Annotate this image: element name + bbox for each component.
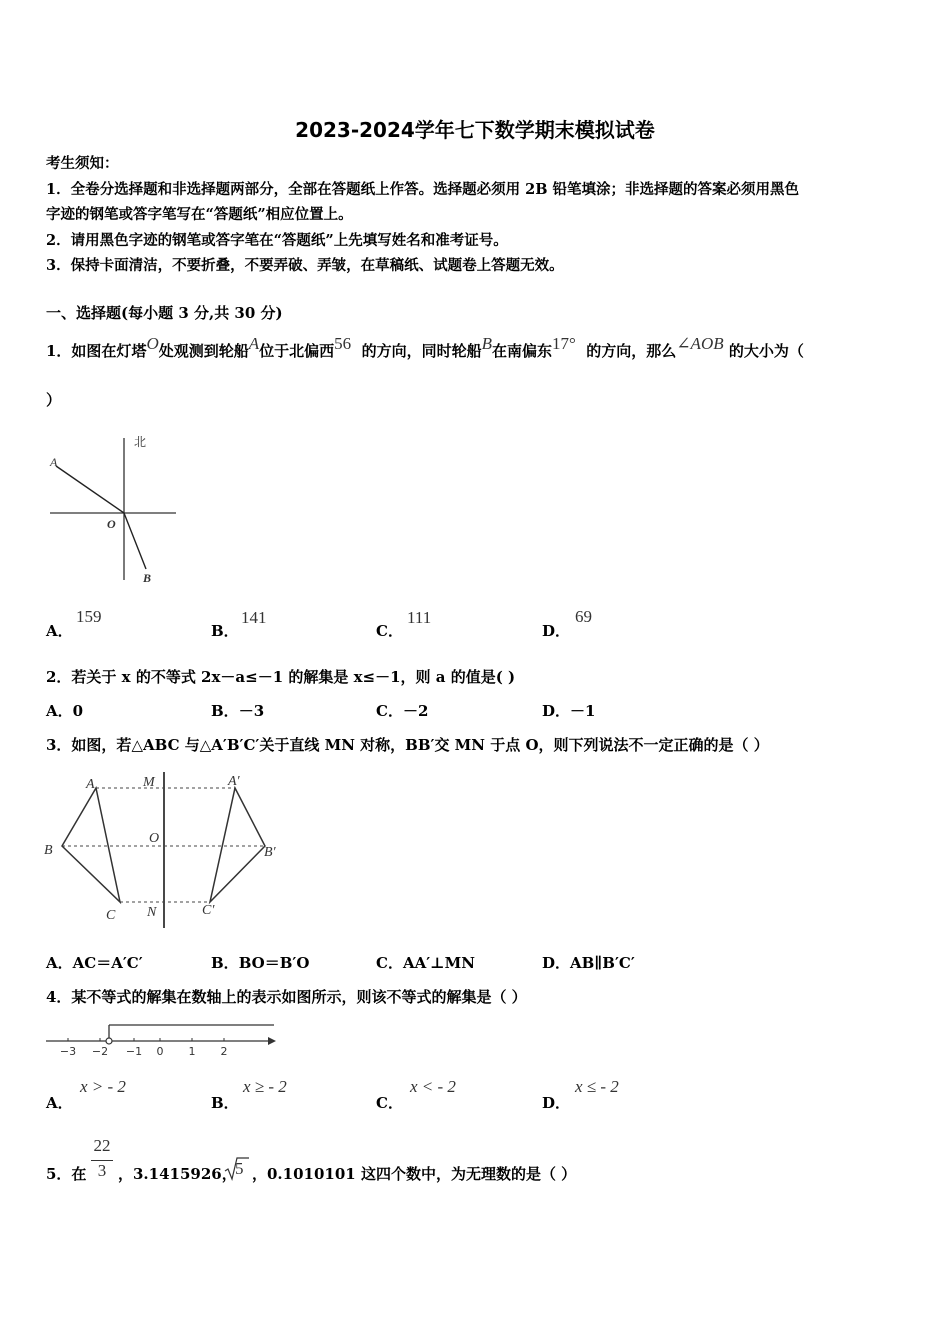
q2-option-a-label: A． bbox=[46, 702, 73, 720]
label-c-prime: C′ bbox=[202, 903, 215, 918]
q5-text-3: ，0.1010101 这四个数中，为无理数的是（ ） bbox=[252, 1165, 577, 1183]
q3-option-d-value: AB∥B′C′ bbox=[570, 954, 635, 972]
q3-option-b-value: BO＝B′O bbox=[238, 954, 310, 972]
label-m: M bbox=[143, 775, 155, 790]
q2-option-b bbox=[211, 700, 264, 721]
q4-option-a-label: A． bbox=[46, 1094, 73, 1112]
q5-text-2: ，3.1415926， bbox=[118, 1165, 237, 1183]
label-a: A bbox=[86, 777, 95, 792]
q1-option-b-value: 141 bbox=[241, 608, 267, 627]
section-heading: 一、选择题(每小题 3 分,共 30 分) bbox=[46, 304, 283, 322]
north-label: 北 bbox=[134, 435, 147, 449]
q3-option-b bbox=[211, 952, 309, 973]
axis-arrow bbox=[268, 1037, 276, 1045]
q4-option-a-value: x > - 2 bbox=[80, 1077, 126, 1096]
q1-stem bbox=[46, 334, 804, 361]
tick-label: −1 bbox=[125, 1045, 143, 1058]
notice-line-1b: 字迹的钢笔或答字笔写在“答题纸”相应位置上。 bbox=[46, 206, 353, 223]
q2-option-d bbox=[542, 700, 595, 721]
q3-option-b-label: B． bbox=[211, 954, 239, 972]
q2-option-b-value: －3 bbox=[238, 702, 265, 720]
q1-option-d-value: 69 bbox=[575, 607, 592, 626]
notice-heading: 考生须知： bbox=[46, 155, 119, 172]
q1-text-6: 的方向，那么 bbox=[586, 342, 677, 360]
q1-var-a: A bbox=[248, 334, 260, 353]
q3-option-d bbox=[542, 952, 635, 973]
q3-option-c bbox=[376, 952, 475, 973]
q3-option-d-label: D． bbox=[542, 954, 571, 972]
q1-var-b: B bbox=[481, 334, 493, 353]
q1-angle: ∠AOB bbox=[676, 334, 724, 353]
q2-option-d-value: －1 bbox=[570, 702, 596, 720]
q4-option-c-value: x < - 2 bbox=[410, 1077, 456, 1096]
q2-option-c-label: C． bbox=[376, 702, 403, 720]
label-b: B bbox=[143, 571, 152, 585]
notice-line-3: 3．保持卡面清洁，不要折叠，不要弄破、弄皱，在草稿纸、试题卷上答题无效。 bbox=[46, 257, 564, 274]
q1-option-d-label: D． bbox=[542, 622, 571, 640]
label-a-prime: A′ bbox=[228, 774, 240, 789]
q1-option-b-label: B． bbox=[211, 622, 239, 640]
q1-text-4: 的方向，同时轮船 bbox=[361, 342, 482, 360]
q1-option-c-label: C． bbox=[376, 622, 403, 640]
q1-text-5: 在南偏东 bbox=[492, 342, 553, 360]
q5-fraction-denominator: 3 bbox=[97, 1161, 107, 1180]
label-b-prime: B′ bbox=[264, 845, 276, 860]
q2-option-c bbox=[376, 700, 428, 721]
q4-number-line bbox=[44, 1020, 284, 1060]
label-c: C bbox=[106, 908, 116, 923]
q3-stem: 3．如图，若△ABC 与△A′B′C′关于直线 MN 对称，BB′交 MN 于点 O，则下列说法不一定正确的是（ ） bbox=[46, 736, 769, 754]
q2-option-d-label: D． bbox=[542, 702, 571, 720]
q1-degree-2: 17° bbox=[552, 334, 576, 353]
q1-var-o: O bbox=[146, 334, 159, 353]
page-title: 2023-2024学年七下数学期末模拟试卷 bbox=[295, 118, 655, 142]
q1-option-c-value: 111 bbox=[407, 608, 432, 627]
q5-fraction-numerator: 22 bbox=[93, 1136, 111, 1155]
q5-sqrt-radicand: 5 bbox=[235, 1159, 244, 1178]
q2-option-b-label: B． bbox=[211, 702, 239, 720]
open-circle bbox=[106, 1038, 112, 1044]
label-b: B bbox=[44, 843, 53, 858]
q2-option-a-value: 0 bbox=[72, 702, 84, 720]
label-o: O bbox=[107, 517, 116, 531]
triangle-abc bbox=[62, 788, 120, 902]
label-a: A bbox=[50, 455, 58, 469]
q1-text-1: 1．如图在灯塔 bbox=[46, 342, 147, 360]
notice-line-2: 2．请用黑色字迹的钢笔或答字笔在“答题纸”上先填写姓名和准考证号。 bbox=[46, 232, 508, 249]
notice-line-1a: 1．全卷分选择题和非选择题两部分，全部在答题纸上作答。选择题必须用 2B 铅笔填涂；非选择题的答案必须用黑色 bbox=[46, 181, 800, 198]
q3-option-a-label: A． bbox=[46, 954, 73, 972]
q4-option-b-value: x ≥ - 2 bbox=[243, 1077, 287, 1096]
q1-option-a-label: A． bbox=[46, 622, 73, 640]
q1-close-paren: ） bbox=[46, 391, 62, 409]
ray-ob bbox=[124, 513, 146, 569]
q1-text-2: 处观测到轮船 bbox=[158, 342, 249, 360]
q1-degree-1: 56 bbox=[334, 334, 352, 353]
q2-option-c-value: －2 bbox=[402, 702, 429, 720]
label-n: N bbox=[147, 905, 157, 920]
q1-option-a-value: 159 bbox=[76, 607, 102, 626]
q5-text-1: 5．在 bbox=[46, 1165, 87, 1183]
tick-label: 0 bbox=[156, 1045, 164, 1058]
q1-text-7: 的大小为（ bbox=[728, 342, 804, 360]
tick-label: −2 bbox=[91, 1045, 109, 1058]
q4-option-b-label: B． bbox=[211, 1094, 239, 1112]
tick-label: 2 bbox=[220, 1045, 228, 1058]
q3-option-c-value: AA′⊥MN bbox=[402, 954, 475, 972]
q4-option-d-value: x ≤ - 2 bbox=[575, 1077, 619, 1096]
q2-stem: 2．若关于 x 的不等式 2x－a≤－1 的解集是 x≤－1，则 a 的值是( ) bbox=[46, 668, 516, 686]
q3-option-a-value: AC＝A′C′ bbox=[72, 954, 143, 972]
tick-label: 1 bbox=[188, 1045, 196, 1058]
q3-figure bbox=[40, 770, 290, 930]
q2-option-a bbox=[46, 700, 83, 721]
label-o: O bbox=[149, 831, 160, 846]
q3-option-a bbox=[46, 952, 143, 973]
tick-label: −3 bbox=[59, 1045, 77, 1058]
q4-option-d-label: D． bbox=[542, 1094, 571, 1112]
q3-option-c-label: C． bbox=[376, 954, 403, 972]
q1-text-3: 位于北偏西 bbox=[259, 342, 335, 360]
triangle-a2b2c2 bbox=[210, 788, 265, 902]
q1-figure bbox=[40, 430, 190, 590]
q4-stem: 4．某不等式的解集在数轴上的表示如图所示，则该不等式的解集是（ ） bbox=[46, 988, 527, 1006]
q4-option-c-label: C． bbox=[376, 1094, 403, 1112]
ray-oa bbox=[56, 466, 124, 513]
